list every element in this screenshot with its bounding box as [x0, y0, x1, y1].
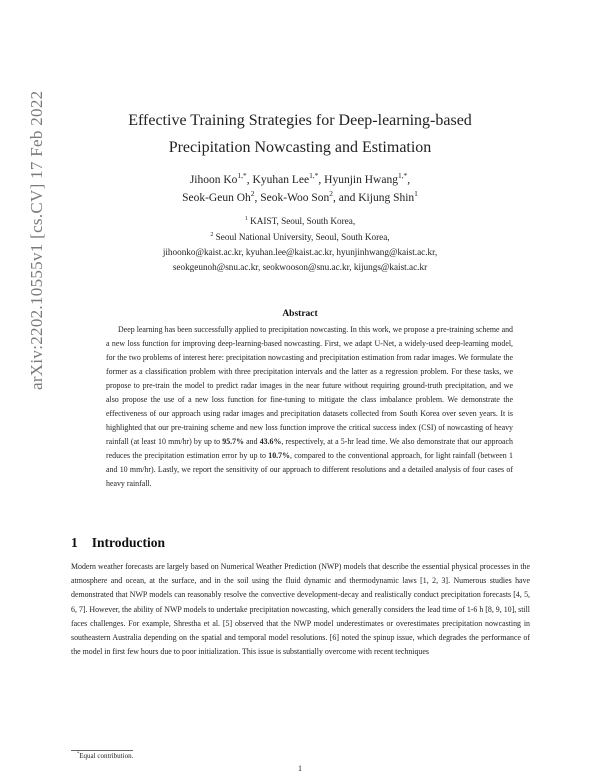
abstract-text: , compared to the conventional approach, for light rainfall (between 1 and 10 mm/hr). Lastly, we report the sensitivity of our approach to different resolutions and a detailed analysis of four cases of heavy rainfall.	[106, 451, 513, 488]
author-separator: , and	[333, 192, 359, 204]
author-mark: 1,*	[309, 171, 319, 181]
introduction-paragraph: Modern weather forecasts are largely based on Numerical Weather Prediction (NWP) models that describe the essential physical processes in the atmosphere and ocean, at the surface, and in the soil using the fluid dynamic and thermodynamic laws [1, 2, 3]. Numerous studies have demonstrated that NWP models can reasonably resolve the convective development-decay and realistically conduct precipitation forecasts [4, 5, 6, 7]. However, the ability of NWP models to undertake precipitation nowcasting, which generally considers the lead time of 1-6 h [8, 9, 10], still faces challenges. For example, Shrestha et al. [5] observed that the NWP model underestimates or overestimates precipitation nowcasting in southeastern Australia depending on the spatial and temporal model resolutions. [6] noted the spinup issue, which degrades the performance of the model in first few hours due to poor initialization. This issue is substantially overcome with recent techniques	[71, 562, 530, 657]
affiliation-text: Seoul National University, Seoul, South Korea,	[215, 232, 390, 242]
author-name: Kyuhan Lee	[252, 174, 310, 186]
affiliation-mark: 2	[210, 231, 214, 238]
author-separator: ,	[246, 174, 253, 186]
author-mark: 2	[250, 189, 255, 199]
affiliation-mark: 1	[244, 215, 248, 222]
author-line-2	[60, 189, 540, 204]
author-name: Kijung Shin	[358, 192, 415, 204]
abstract-text: , respectively, at a 5-hr lead time. We also demonstrate that our approach reduces the precipitation estimation error by up to	[106, 437, 513, 460]
author-line-1	[60, 171, 540, 186]
affiliation-1	[60, 216, 540, 226]
abstract-highlight-value: 43.6%	[259, 437, 282, 446]
author-name: Hyunjin Hwang	[324, 174, 398, 186]
arxiv-identifier-stamp: arXiv:2202.10555v1 [cs.CV] 17 Feb 2022	[27, 90, 46, 390]
section-number: 1	[71, 535, 78, 550]
page-number: 1	[298, 764, 302, 773]
section-title: Introduction	[91, 535, 166, 550]
author-name: Seok-Geun Oh	[182, 192, 251, 204]
paper-title-line-2: Precipitation Nowcasting and Estimation	[168, 139, 432, 156]
abstract-heading: Abstract	[282, 309, 318, 319]
author-mark: 1,*	[397, 171, 408, 181]
author-mark: 1	[414, 189, 418, 199]
abstract-text: Deep learning has been successfully applied to precipitation nowcasting. In this work, we propose a pre-training scheme and a new loss function for improving deep-learning-based nowcasting. First, we adapt U-Net, a widely-used deep-learning model, for the two problems of interest here: precipitation nowcasting and precipitation estimation from radar images. We formulate the former as a classification problem with three precipitation intervals and the latter as a regression problem. For these tasks, we propose to pre-train the model to predict radar images in the near future without requiring ground-truth precipitation, and we also propose the use of a new loss function for fine-tuning to mitigate the class imbalance problem. We demonstrate the effectiveness of our approach using radar images and precipitation datasets collected from South Korea over seven years. It is highlighted that our pre-training scheme and new loss function improve the critical success index (CSI) of nowcasting of heavy rainfall (at least 10 mm/hr) by up to	[106, 325, 513, 446]
abstract-highlight-value: 95.7%	[222, 437, 244, 446]
footnote	[77, 752, 133, 760]
author-separator: ,	[254, 192, 261, 204]
author-name: Jihoon Ko	[189, 174, 238, 186]
author-name: Seok-Woo Son	[260, 192, 330, 204]
email-line-1: jihoonko@kaist.ac.kr, kyuhan.lee@kaist.ac.kr, hyunjinhwang@kaist.ac.kr,	[162, 247, 438, 257]
email-line-2: seokgeunoh@snu.ac.kr, seokwooson@snu.ac.kr, kijungs@kaist.ac.kr	[172, 262, 428, 272]
author-separator: ,	[318, 174, 325, 186]
abstract-highlight-value: 10.7%	[268, 451, 290, 460]
section-heading	[71, 535, 165, 551]
author-mark: 1,*	[237, 171, 247, 181]
abstract-text: and	[243, 437, 260, 446]
abstract-body	[106, 323, 513, 491]
author-mark: 2	[329, 189, 334, 199]
footnote-mark: *	[77, 750, 80, 756]
affiliation-text: KAIST, Seoul, South Korea,	[250, 216, 356, 226]
paper-title-line-1: Effective Training Strategies for Deep-learning-based	[128, 112, 472, 129]
footnote-divider	[71, 750, 133, 751]
affiliation-2	[60, 232, 540, 242]
footnote-text: Equal contribution.	[79, 752, 134, 760]
author-separator: ,	[407, 174, 411, 186]
